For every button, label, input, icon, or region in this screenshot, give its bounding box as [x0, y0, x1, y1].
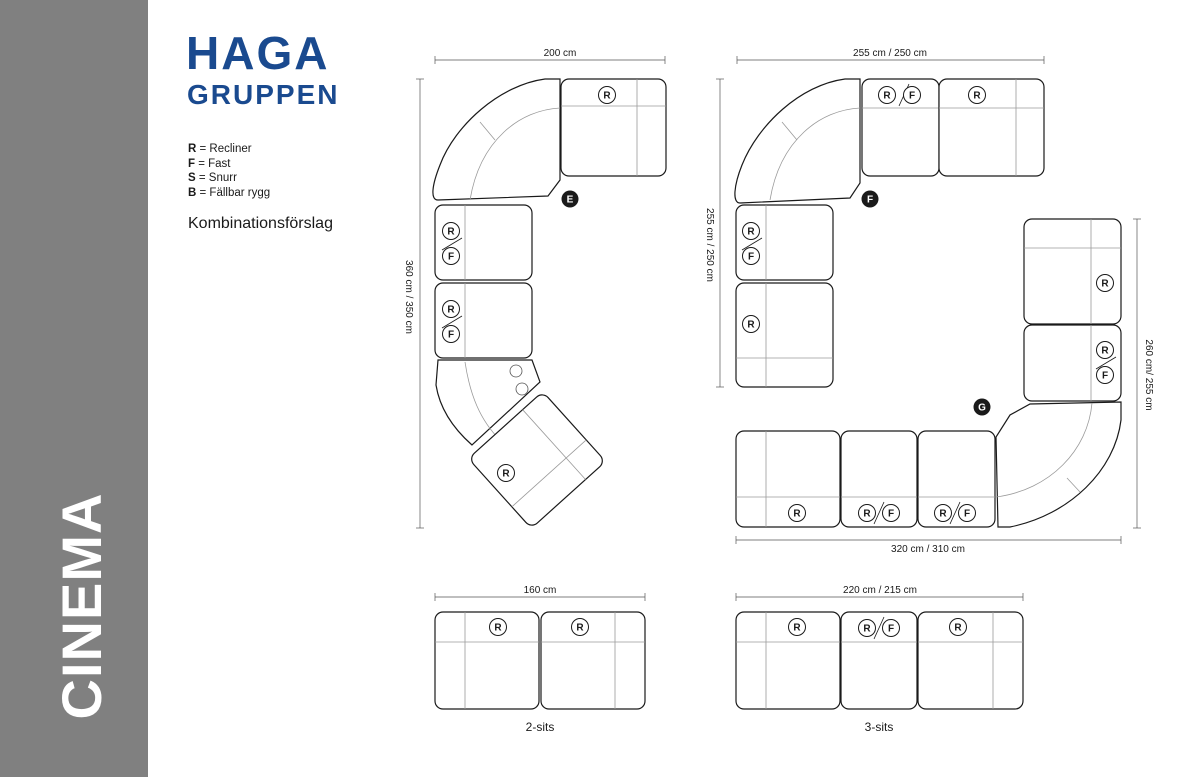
logo-haga: HAGA: [186, 27, 330, 79]
recliner-marker: R: [863, 623, 871, 635]
config-e-badge: E: [566, 194, 574, 206]
recliner-marker: R: [954, 622, 962, 634]
legend-item-fast: F = Fast: [188, 157, 231, 170]
config-e: [403, 48, 666, 528]
dimension-e-width: 200 cm: [543, 48, 577, 59]
recliner-marker: R: [447, 226, 455, 238]
recliner-marker: R: [1101, 278, 1109, 290]
fast-marker: F: [747, 251, 755, 263]
config-two-seat: [435, 585, 645, 734]
logo-gruppen: GRUPPEN: [187, 79, 340, 110]
fast-marker: F: [887, 623, 895, 635]
fast-marker: F: [908, 90, 916, 102]
dimension-three-seat-width: 220 cm / 215 cm: [843, 585, 917, 596]
config-three-seat: [736, 585, 1023, 734]
recliner-marker: R: [883, 90, 891, 102]
legend-item-snurr: S = Snurr: [188, 172, 237, 184]
seat-module: [435, 283, 532, 358]
legend-item-recliner: R = Recliner: [188, 143, 252, 155]
sidebar-title: CINEMA: [50, 492, 113, 720]
seat-module: [736, 612, 840, 709]
dimension-f-width: 255 cm / 250 cm: [853, 48, 927, 59]
fast-marker: F: [447, 329, 455, 341]
corner-module: [735, 79, 860, 203]
recliner-marker: R: [576, 622, 584, 634]
seat-module: [541, 612, 645, 709]
dimension-g-height: 260 cm/ 255 cm: [1143, 339, 1154, 411]
recliner-marker: R: [494, 622, 502, 634]
corner-module: [996, 402, 1121, 527]
three-seat-label: 3-sits: [864, 720, 894, 734]
recliner-marker: R: [973, 90, 981, 102]
two-seat-label: 2-sits: [525, 720, 555, 734]
recliner-marker: R: [502, 468, 510, 480]
fast-marker: F: [963, 508, 971, 520]
config-f: [704, 48, 1044, 387]
fast-marker: F: [447, 251, 455, 263]
recliner-marker: R: [447, 304, 455, 316]
seat-module: [1024, 219, 1121, 324]
recliner-marker: R: [603, 90, 611, 102]
dimension-two-seat-width: 160 cm: [523, 585, 557, 596]
recliner-marker: R: [1101, 345, 1109, 357]
seat-module: [862, 79, 939, 176]
config-g-badge: G: [978, 402, 986, 414]
recliner-marker: R: [747, 226, 755, 238]
recliner-marker: R: [793, 508, 801, 520]
config-f-badge: F: [866, 194, 874, 206]
seat-module: [918, 431, 995, 527]
legend-item-fallbar-rygg: B = Fällbar rygg: [188, 186, 271, 199]
seat-module: [435, 205, 532, 280]
recliner-marker: R: [793, 622, 801, 634]
seat-module: [736, 205, 833, 280]
seat-module: [841, 612, 917, 709]
recliner-marker: R: [939, 508, 947, 520]
recliner-marker: R: [747, 319, 755, 331]
dimension-e-height: 360 cm / 350 cm: [403, 260, 414, 334]
seat-module: [435, 612, 539, 709]
dimension-f-height: 255 cm / 250 cm: [704, 208, 715, 282]
seat-module: [736, 431, 840, 527]
seat-module: [939, 79, 1044, 176]
seat-module: [918, 612, 1023, 709]
seat-module: [736, 283, 833, 387]
recliner-marker: R: [863, 508, 871, 520]
fast-marker: F: [887, 508, 895, 520]
dimension-g-width: 320 cm / 310 cm: [891, 544, 965, 555]
page-subtitle: Kombinationsförslag: [188, 215, 333, 232]
fast-marker: F: [1101, 370, 1109, 382]
